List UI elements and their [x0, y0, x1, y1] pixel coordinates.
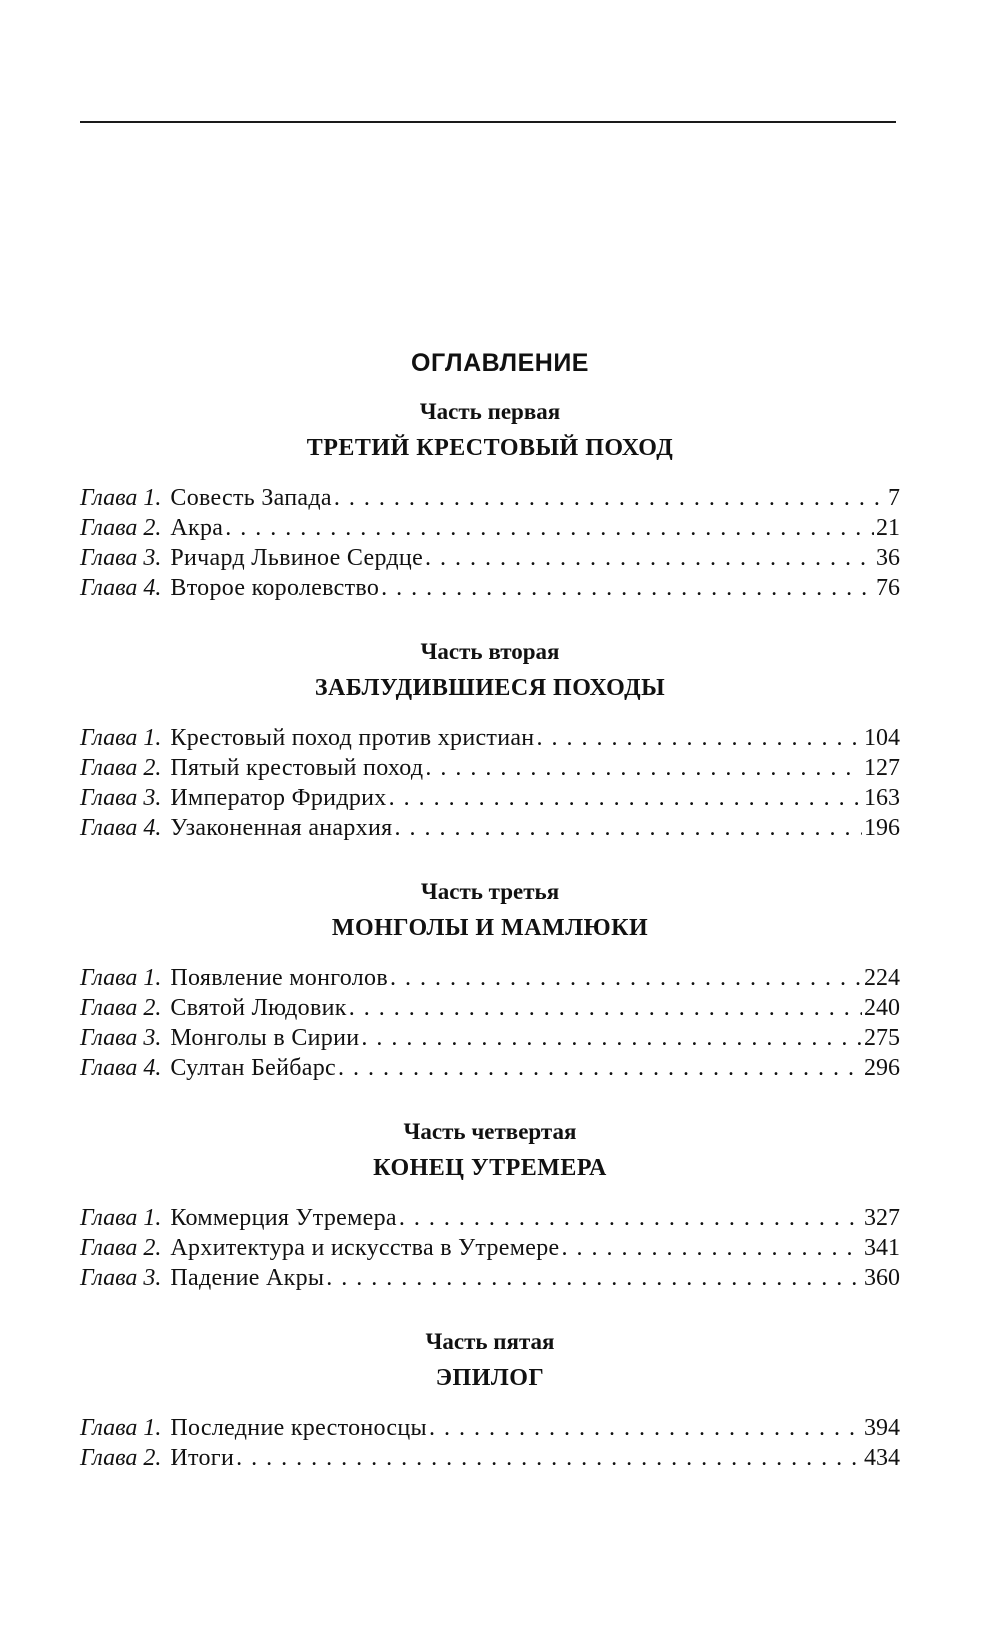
chapter-number: Глава 4.	[80, 575, 162, 601]
chapter-title: Коммерция Утремера	[170, 1205, 397, 1231]
chapter-title: Пятый крестовый поход	[170, 755, 424, 781]
part-label: Часть третья	[420, 879, 560, 904]
chapter-number: Глава 3.	[80, 1025, 162, 1051]
chapter-page-number: 341	[864, 1235, 900, 1261]
part-title: КОНЕЦ УТРЕМЕРА	[373, 1155, 607, 1181]
chapter-number: Глава 3.	[80, 545, 162, 571]
dot-leader	[390, 963, 862, 993]
part-title: МОНГОЛЫ И МАМЛЮКИ	[331, 915, 649, 941]
part-title: ЗАБЛУДИВШИЕСЯ ПОХОДЫ	[314, 675, 666, 701]
dot-leader	[361, 1023, 862, 1053]
part-title: ЭПИЛОГ	[435, 1365, 545, 1391]
chapter-list	[80, 1413, 900, 1473]
chapter-page-number: 327	[864, 1205, 900, 1231]
chapter-page-number: 360	[864, 1265, 900, 1291]
dot-leader	[425, 753, 862, 783]
chapter-entry[interactable]	[80, 1443, 900, 1473]
part-label: Часть вторая	[420, 639, 560, 664]
chapter-title: Архитектура и искусства в Утремере	[170, 1235, 560, 1261]
chapter-number: Глава 3.	[80, 1265, 162, 1291]
dot-leader	[334, 483, 886, 513]
dot-leader	[561, 1233, 862, 1263]
chapter-title: Ричард Львиное Сердце	[170, 545, 424, 571]
chapter-entry[interactable]	[80, 1203, 900, 1233]
dot-leader	[338, 1053, 862, 1083]
chapter-number: Глава 4.	[80, 815, 162, 841]
dot-leader	[389, 783, 862, 813]
part-section	[80, 876, 900, 1083]
part-section	[80, 396, 900, 603]
part-title: ТРЕТИЙ КРЕСТОВЫЙ ПОХОД	[306, 435, 674, 461]
chapter-entry[interactable]	[80, 1053, 900, 1083]
chapter-title: Совесть Запада	[170, 485, 332, 511]
chapter-title: Император Фридрих	[170, 785, 387, 811]
chapter-title: Султан Бейбарс	[170, 1055, 336, 1081]
chapter-entry[interactable]	[80, 513, 900, 543]
chapter-list	[80, 1203, 900, 1293]
chapter-page-number: 163	[864, 785, 900, 811]
chapter-entry[interactable]	[80, 483, 900, 513]
dot-leader	[425, 543, 874, 573]
chapter-page-number: 36	[876, 545, 900, 571]
chapter-entry[interactable]	[80, 543, 900, 573]
chapter-title: Крестовый поход против христиан	[170, 725, 535, 751]
chapter-list	[80, 483, 900, 603]
chapter-list	[80, 963, 900, 1083]
chapter-entry[interactable]	[80, 783, 900, 813]
dot-leader	[236, 1443, 862, 1473]
header-rule	[80, 121, 896, 123]
chapter-number: Глава 1.	[80, 965, 162, 991]
chapter-title: Последние крестоносцы	[170, 1415, 427, 1441]
chapter-page-number: 127	[864, 755, 900, 781]
dot-leader	[536, 723, 862, 753]
chapter-number: Глава 2.	[80, 515, 162, 541]
chapter-entry[interactable]	[80, 963, 900, 993]
chapter-title: Падение Акры	[170, 1265, 325, 1291]
dot-leader	[326, 1263, 862, 1293]
chapter-page-number: 275	[864, 1025, 900, 1051]
chapter-page-number: 394	[864, 1415, 900, 1441]
toc-heading: ОГЛАВЛЕНИЕ	[411, 349, 589, 377]
chapter-title: Итоги	[170, 1445, 235, 1471]
part-label: Часть первая	[419, 399, 561, 424]
chapter-number: Глава 1.	[80, 1205, 162, 1231]
chapter-page-number: 196	[864, 815, 900, 841]
chapter-entry[interactable]	[80, 993, 900, 1023]
chapter-entry[interactable]	[80, 1413, 900, 1443]
chapter-page-number: 76	[876, 575, 900, 601]
chapter-number: Глава 3.	[80, 785, 162, 811]
chapter-number: Глава 1.	[80, 485, 162, 511]
dot-leader	[394, 813, 862, 843]
part-label: Часть четвертая	[403, 1119, 577, 1144]
chapter-list	[80, 723, 900, 843]
chapter-title: Акра	[170, 515, 224, 541]
dot-leader	[225, 513, 874, 543]
chapter-entry[interactable]	[80, 573, 900, 603]
chapter-entry[interactable]	[80, 813, 900, 843]
chapter-title: Второе королевство	[170, 575, 380, 601]
chapter-page-number: 296	[864, 1055, 900, 1081]
chapter-number: Глава 4.	[80, 1055, 162, 1081]
part-section	[80, 636, 900, 843]
dot-leader	[399, 1203, 862, 1233]
chapter-entry[interactable]	[80, 1233, 900, 1263]
chapter-entry[interactable]	[80, 723, 900, 753]
dot-leader	[381, 573, 874, 603]
chapter-entry[interactable]	[80, 1263, 900, 1293]
chapter-page-number: 434	[864, 1445, 900, 1471]
chapter-title: Появление монголов	[170, 965, 388, 991]
chapter-title: Узаконенная анархия	[170, 815, 393, 841]
chapter-number: Глава 2.	[80, 1235, 162, 1261]
chapter-number: Глава 2.	[80, 755, 162, 781]
dot-leader	[429, 1413, 862, 1443]
chapter-number: Глава 2.	[80, 1445, 162, 1471]
part-label: Часть пятая	[425, 1329, 555, 1354]
chapter-entry[interactable]	[80, 753, 900, 783]
part-section	[80, 1326, 900, 1473]
chapter-page-number: 240	[864, 995, 900, 1021]
chapter-page-number: 21	[876, 515, 900, 541]
chapter-title: Монголы в Сирии	[170, 1025, 360, 1051]
part-section	[80, 1116, 900, 1293]
chapter-page-number: 224	[864, 965, 900, 991]
chapter-page-number: 104	[864, 725, 900, 751]
chapter-number: Глава 1.	[80, 725, 162, 751]
chapter-title: Святой Людовик	[170, 995, 347, 1021]
chapter-entry[interactable]	[80, 1023, 900, 1053]
dot-leader	[349, 993, 862, 1023]
chapter-page-number: 7	[888, 485, 900, 511]
chapter-number: Глава 2.	[80, 995, 162, 1021]
chapter-number: Глава 1.	[80, 1415, 162, 1441]
